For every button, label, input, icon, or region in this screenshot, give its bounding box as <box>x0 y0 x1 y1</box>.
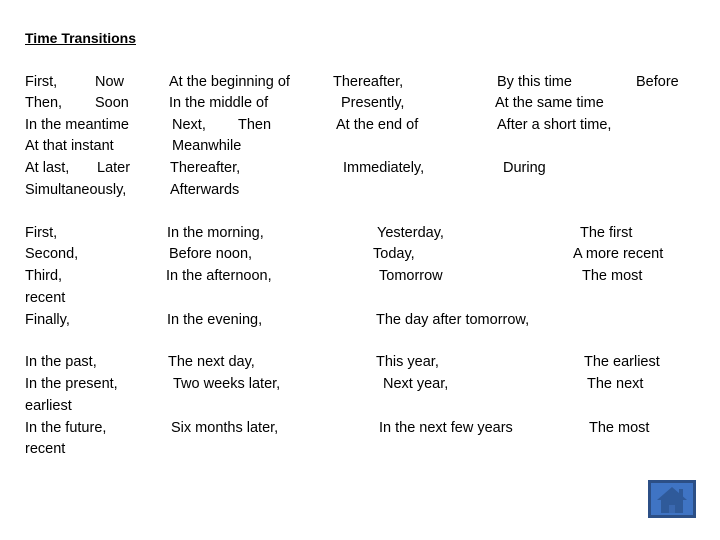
transition-word: Immediately, <box>343 160 425 176</box>
transition-word: Now <box>95 74 125 90</box>
transition-word: Then, <box>25 95 63 111</box>
transition-word: In the evening, <box>167 312 263 328</box>
transition-word: Yesterday, <box>377 225 444 241</box>
transition-word: In the middle of <box>169 95 269 111</box>
transition-word: The most <box>589 420 650 436</box>
transition-word: By this time <box>497 74 572 90</box>
transition-word: In the morning, <box>167 225 264 241</box>
transition-word: Before <box>636 74 679 90</box>
transition-word: The next day, <box>168 354 255 370</box>
transition-word: At the beginning of <box>169 74 290 90</box>
transition-word: The earliest <box>584 354 660 370</box>
transition-word: First, <box>25 225 58 241</box>
transition-word: Before noon, <box>169 246 253 262</box>
transition-word: Then <box>238 117 272 133</box>
transition-word: Later <box>97 160 131 176</box>
transition-word: During <box>503 160 546 176</box>
transition-word: Third, <box>25 268 63 284</box>
transition-word: Presently, <box>341 95 405 111</box>
transition-word: recent <box>25 441 66 457</box>
transition-word: In the next few years <box>379 420 513 436</box>
transition-word: The most <box>582 268 643 284</box>
transition-word: Next, <box>172 117 206 133</box>
transition-word: Six months later, <box>171 420 279 436</box>
transition-word: The first <box>580 225 633 241</box>
home-icon <box>651 483 693 515</box>
transition-word: At the end of <box>336 117 419 133</box>
transition-word: In the afternoon, <box>166 268 272 284</box>
transition-word: Afterwards <box>170 182 240 198</box>
transition-word: Second, <box>25 246 79 262</box>
transition-word: earliest <box>25 398 72 414</box>
transition-word: Simultaneously, <box>25 182 127 198</box>
transition-word: After a short time, <box>497 117 612 133</box>
transition-word: Soon <box>95 95 129 111</box>
transition-word: Tomorrow <box>379 268 443 284</box>
transition-word: Next year, <box>383 376 449 392</box>
transition-word: recent <box>25 290 66 306</box>
transition-word: Two weeks later, <box>173 376 281 392</box>
transition-word: At the same time <box>495 95 604 111</box>
page-title: Time Transitions <box>25 30 136 46</box>
transition-word: First, <box>25 74 58 90</box>
transition-word: In the past, <box>25 354 97 370</box>
transition-word: Finally, <box>25 312 70 328</box>
transition-word: The next <box>587 376 644 392</box>
transition-word: At that instant <box>25 138 114 154</box>
home-button[interactable] <box>648 480 696 518</box>
transition-word: Meanwhile <box>172 138 242 154</box>
transition-word: In the future, <box>25 420 107 436</box>
transition-word: The day after tomorrow, <box>376 312 530 328</box>
transition-word: At last, <box>25 160 70 176</box>
transition-word: A more recent <box>573 246 664 262</box>
transition-word: Thereafter, <box>170 160 241 176</box>
transition-word: In the present, <box>25 376 118 392</box>
transition-word: Today, <box>373 246 415 262</box>
transition-word: In the meantime <box>25 117 129 133</box>
transition-word: Thereafter, <box>333 74 404 90</box>
transition-word: This year, <box>376 354 439 370</box>
